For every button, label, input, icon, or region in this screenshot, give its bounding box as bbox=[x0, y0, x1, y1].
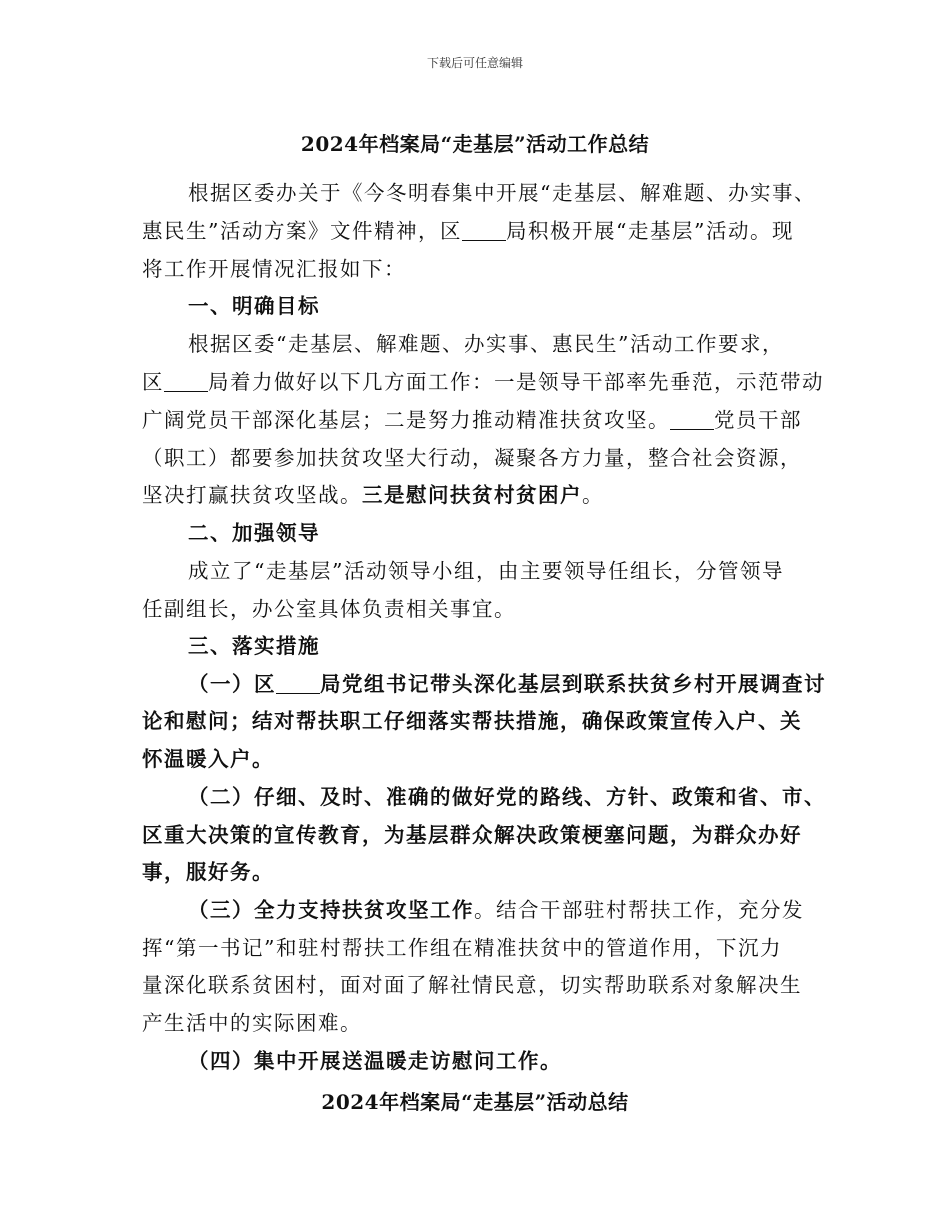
intro-line-3: 将工作开展情况汇报如下： bbox=[142, 257, 406, 281]
blank-field bbox=[670, 409, 714, 431]
measure-1-line-2: 论和慰问；结对帮扶职工仔细落实帮扶措施，确保政策宣传入户、关 bbox=[142, 709, 802, 733]
section-1-line-3 bbox=[142, 403, 842, 433]
measure-1-line-3: 怀温暖入户。 bbox=[142, 747, 274, 771]
measure-2-line-2: 区重大决策的宣传教育，为基层群众解决政策梗塞问题，为群众办好 bbox=[142, 823, 802, 847]
section-1-line-2 bbox=[142, 365, 842, 395]
measure-3-line-2: 挥“第一书记”和驻村帮扶工作组在精准扶贫中的管道作用，下沉力 bbox=[142, 936, 782, 960]
section-1-line-3-a: 广阔党员干部深化基层；二是努力推动精准扶贫攻坚。 bbox=[142, 408, 670, 432]
section-1-line-1: 根据区委“走基层、解难题、办实事、惠民生”活动工作要求， bbox=[188, 332, 784, 356]
measure-2-line-3: 事，服好务。 bbox=[142, 860, 274, 884]
blank-field bbox=[462, 220, 506, 242]
measure-3-line-1-bold: （三）全力支持扶贫攻坚工作 bbox=[188, 898, 474, 922]
section-2-line-2: 任副组长，办公室具体负责相关事宜。 bbox=[142, 597, 516, 621]
intro-line-2 bbox=[142, 214, 842, 244]
header-note: 下载后可任意编辑 bbox=[426, 56, 523, 70]
second-document-title: 2024年档案局“走基层”活动总结 bbox=[321, 1090, 629, 1114]
section-1-line-5 bbox=[142, 478, 842, 508]
measure-1-line-1-a: （一）区 bbox=[188, 672, 276, 696]
section-1-line-5-c: 。 bbox=[582, 483, 604, 507]
document-title: 2024年档案局“走基层”活动工作总结 bbox=[300, 132, 650, 156]
section-1-line-3-b: 党员干部 bbox=[714, 408, 802, 432]
section-1-line-2-a: 区 bbox=[142, 370, 164, 394]
measure-1-line-1-b: 局党组书记带头深化基层到联系扶贫乡村开展调查讨 bbox=[320, 672, 826, 696]
measure-3-line-3: 量深化联系贫困村，面对面了解社情民意，切实帮助联系对象解决生 bbox=[142, 973, 802, 997]
section-1-line-2-b: 局着力做好以下几方面工作：一是领导干部率先垂范，示范带动 bbox=[208, 370, 824, 394]
measure-4-line-1: （四）集中开展送温暖走访慰问工作。 bbox=[188, 1049, 562, 1073]
section-2-line-1: 成立了“走基层”活动领导小组，由主要领导任组长，分管领导 bbox=[188, 559, 784, 583]
section-1-heading: 一、明确目标 bbox=[188, 294, 320, 318]
section-1-line-4: （职工）都要参加扶贫攻坚大行动，凝聚各方力量，整合社会资源， bbox=[142, 446, 802, 470]
intro-line-2-a: 惠民生”活动方案》文件精神，区 bbox=[142, 219, 462, 243]
measure-3-line-1-b: 。结合干部驻村帮扶工作，充分发 bbox=[474, 898, 804, 922]
measure-1-line-1 bbox=[188, 667, 888, 697]
intro-line-2-b: 局积极开展“走基层”活动。现 bbox=[505, 219, 794, 243]
section-2-heading: 二、加强领导 bbox=[188, 521, 320, 545]
section-3-heading: 三、落实措施 bbox=[188, 634, 320, 658]
section-1-line-5-a: 坚决打赢扶贫攻坚战。 bbox=[142, 483, 362, 507]
intro-line-1: 根据区委办关于《今冬明春集中开展“走基层、解难题、办实事、 bbox=[188, 181, 816, 205]
blank-field bbox=[164, 371, 208, 393]
measure-2-line-1: （二）仔细、及时、准确的做好党的路线、方针、政策和省、市、 bbox=[188, 785, 826, 809]
section-1-line-5-bold: 三是慰问扶贫村贫困户 bbox=[362, 483, 582, 507]
measure-3-line-1 bbox=[188, 893, 888, 923]
blank-field bbox=[276, 673, 320, 695]
measure-3-line-4: 产生活中的实际困难。 bbox=[142, 1011, 362, 1035]
